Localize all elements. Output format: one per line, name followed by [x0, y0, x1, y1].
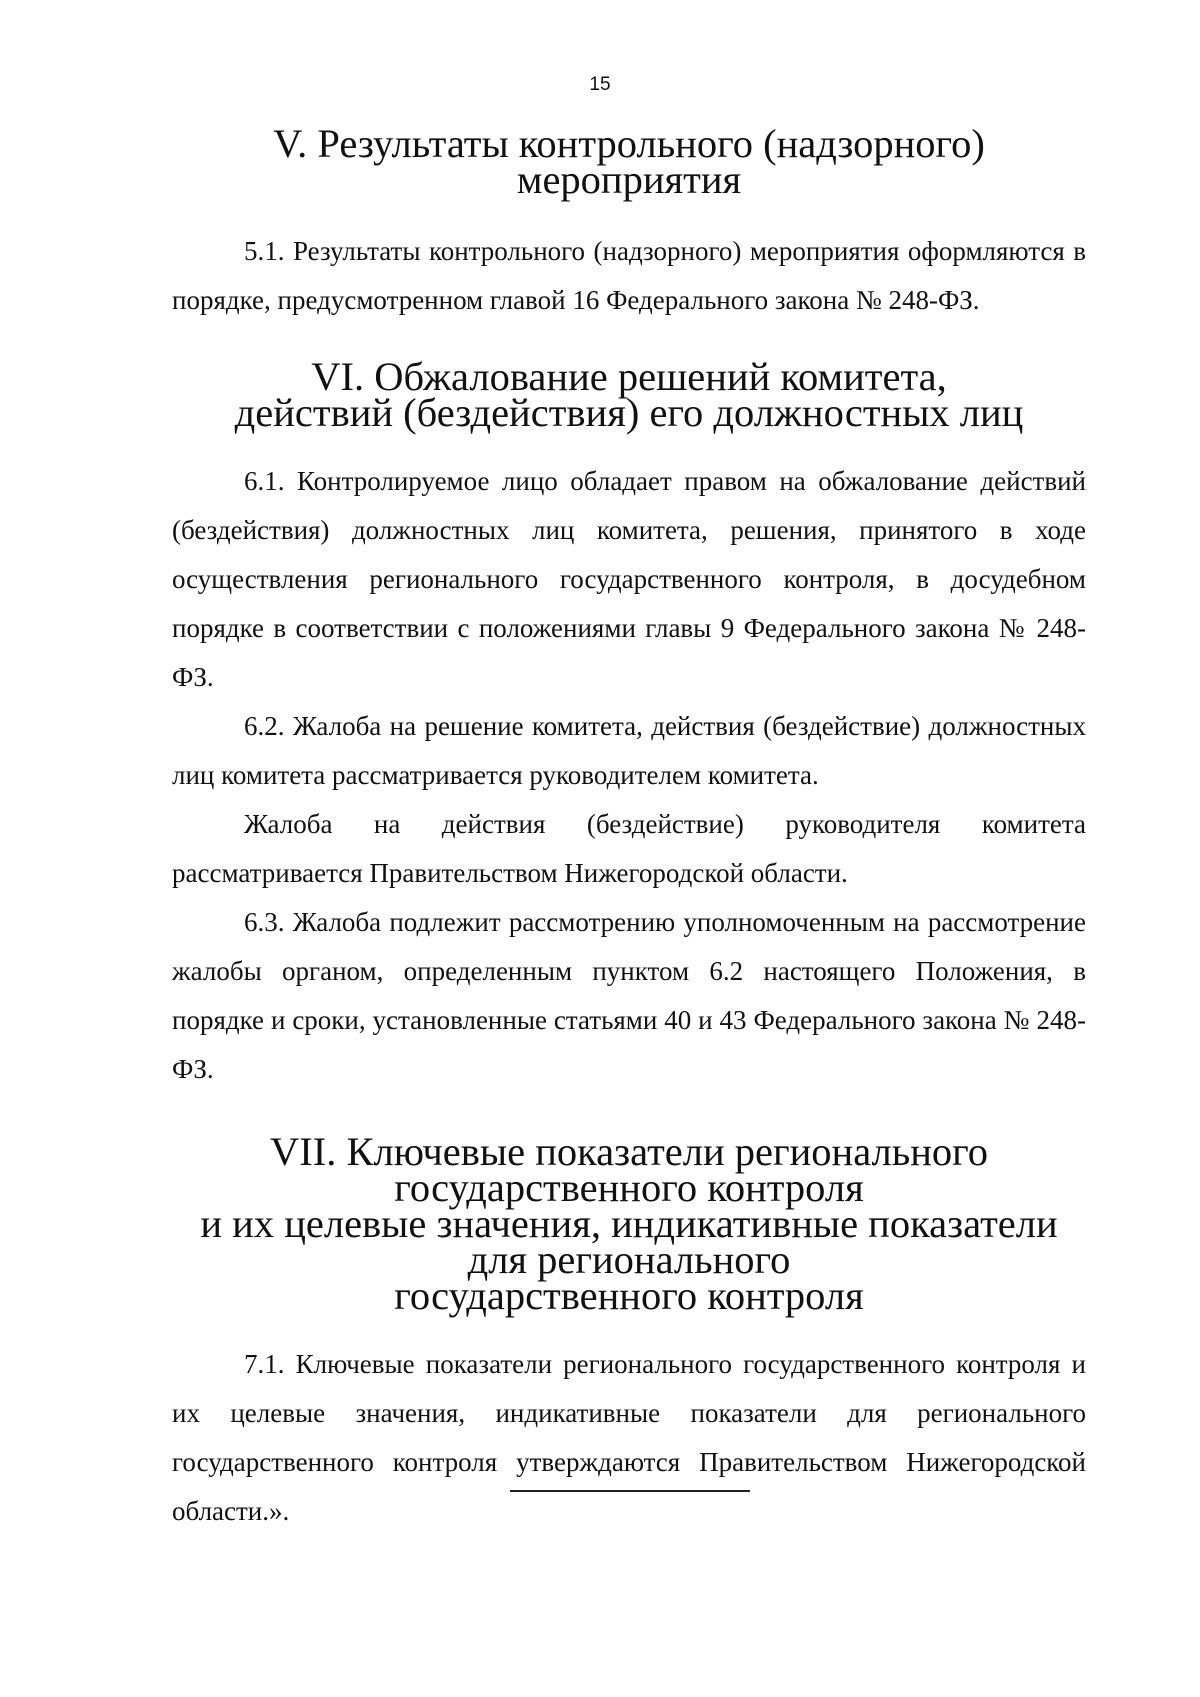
document-body	[172, 121, 1086, 1536]
paragraph-5-1: 5.1. Результаты контрольного (надзорного) мероприятия оформляются в порядке, предусмотренном главой 16 Федерального закона № 248-ФЗ.	[172, 236, 1086, 315]
paragraph-6-3: 6.3. Жалоба подлежит рассмотрению уполномоченным на рассмотрение жалобы органом, определенным пунктом 6.2 настоящего Положения, в порядке и сроки, установленные статьями 40 и 43 Федерального закона № 248-ФЗ.	[172, 907, 1086, 1084]
section-7-heading-line-2: и их целевые значения, индикативные показатели для регионального	[200, 1201, 1058, 1282]
paragraph-6-2-second: Жалоба на действия (бездействие) руководителя комитета рассматривается Правительством Нижегородской области.	[172, 809, 1086, 888]
section-7-heading-line-3: государственного контроля	[394, 1273, 864, 1318]
end-separator-line	[510, 1490, 750, 1492]
section-6-heading-line-1: VI. Обжалование решений комитета,	[311, 354, 947, 399]
paragraph-7-1: 7.1. Ключевые показатели регионального государственного контроля и их целевые значения, индикативные показатели для регионального государственного контроля утверждаются Правительством Нижегородской области.».	[172, 1349, 1086, 1526]
section-7-heading	[172, 1129, 1086, 1318]
section-6-heading	[172, 354, 1086, 435]
section-6-heading-line-2: действий (бездействия) его должностных лиц	[234, 390, 1024, 435]
section-7-heading-line-1: VII. Ключевые показатели регионального государственного контроля	[270, 1129, 988, 1210]
section-5-heading-text: V. Результаты контрольного (надзорного) мероприятия	[273, 121, 985, 202]
page-number: 15	[589, 74, 611, 95]
section-5-heading	[172, 121, 1086, 202]
paragraph-6-1: 6.1. Контролируемое лицо обладает правом на обжалование действий (бездействия) должностных лиц комитета, решения, принятого в ходе осуществления регионального государственного контроля, в досудебном порядке в соответствии с положениями главы 9 Федерального закона № 248-ФЗ.	[172, 466, 1086, 692]
paragraph-6-2: 6.2. Жалоба на решение комитета, действия (бездействие) должностных лиц комитета рассматривается руководителем комитета.	[172, 711, 1086, 790]
